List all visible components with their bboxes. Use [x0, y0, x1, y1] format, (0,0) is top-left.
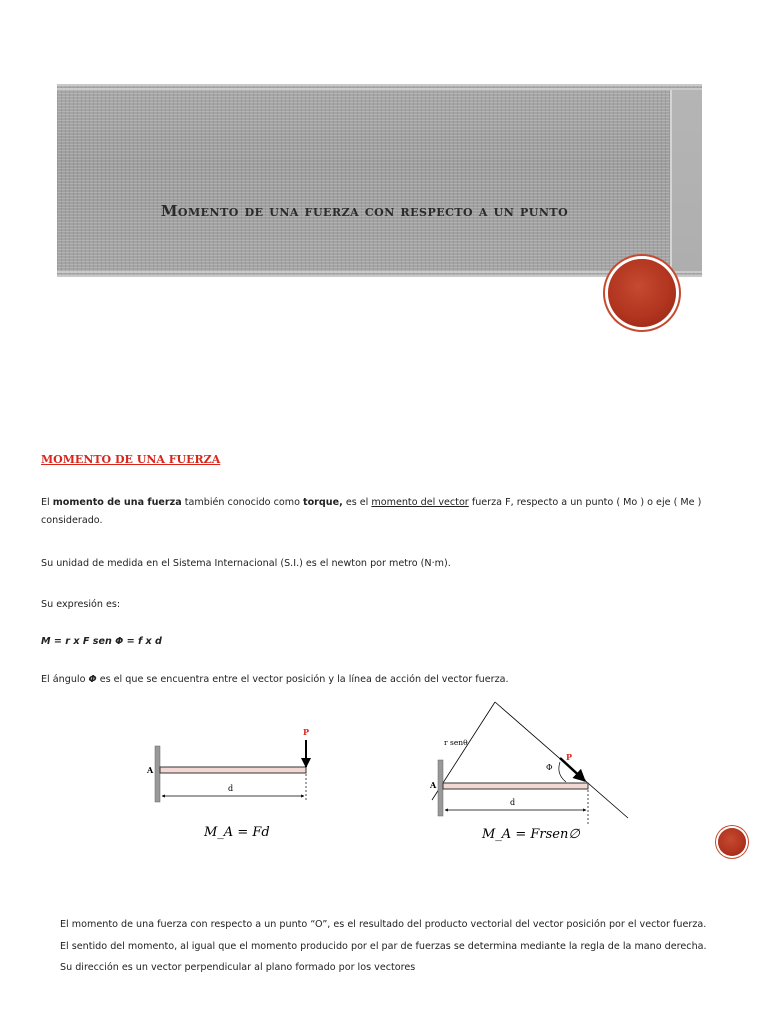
bottom-line-2: El sentido del momento, al igual que el momento producido por el par de fuerzas se determina mediante la regla de la mano derecha.	[60, 941, 707, 952]
text-fragment: fuerza F, respecto a un punto ( Mo ) o eje ( Me )	[468, 497, 702, 508]
text-fragment: es el que se encuentra entre el vector posición y la línea de acción del vector fuerza.	[96, 674, 509, 685]
decorative-circle-small	[718, 828, 746, 856]
title-banner	[57, 84, 702, 277]
point-label: A	[147, 765, 154, 775]
text-fragment: es el	[342, 497, 372, 508]
formula: M = r x F sen Φ = f x d	[41, 636, 162, 647]
angle-label: Φ	[546, 763, 553, 772]
text-fragment: también conocido como	[181, 497, 303, 508]
distance-label: d	[228, 784, 234, 793]
wall-support	[438, 760, 443, 816]
section-title: MOMENTO DE UNA FUERZA	[41, 453, 221, 466]
phi-symbol: Φ	[88, 674, 97, 685]
equation-right: M_A = Frsen∅	[482, 827, 580, 842]
banner-side-strip	[670, 90, 702, 271]
diagram-right	[429, 702, 628, 842]
bottom-line-1: El momento de una fuerza con respecto a un punto “O”, es el resultado del producto vectorial del vector posición por el vector fuerza.	[60, 919, 707, 930]
beam	[443, 783, 588, 789]
decorative-circle-large	[608, 259, 676, 327]
point-label: A	[430, 780, 437, 790]
expression-label: Su expresión es:	[41, 599, 121, 610]
moment-diagrams	[0, 690, 768, 860]
term-momento: momento de una fuerza	[52, 497, 182, 508]
distance-label: d	[510, 798, 516, 807]
beam	[160, 767, 306, 773]
bottom-line-3: Su dirección es un vector perpendicular al plano formado por los vectores	[60, 962, 416, 973]
text-fragment: considerado.	[41, 515, 103, 526]
force-arrow	[560, 758, 585, 781]
unit-paragraph: Su unidad de medida en el Sistema Internacional (S.I.) es el newton por metro (N·m).	[41, 558, 451, 569]
text-fragment: El	[41, 497, 53, 508]
perp-distance-label: r senθ	[444, 738, 468, 747]
diagram-left	[146, 727, 309, 840]
definition-paragraph	[41, 494, 731, 530]
force-label: P	[566, 752, 573, 762]
page-title: Momento de una fuerza con respecto a un punto	[160, 202, 569, 220]
equation-left: M_A = Fd	[204, 825, 270, 840]
wall-support	[155, 746, 160, 802]
text-fragment: El ángulo	[41, 674, 89, 685]
link-momento-del-vector[interactable]: momento del vector	[371, 497, 469, 508]
angle-arc	[559, 762, 566, 782]
force-label: P	[303, 727, 310, 737]
angle-paragraph	[41, 671, 509, 689]
term-torque: torque,	[303, 497, 343, 508]
